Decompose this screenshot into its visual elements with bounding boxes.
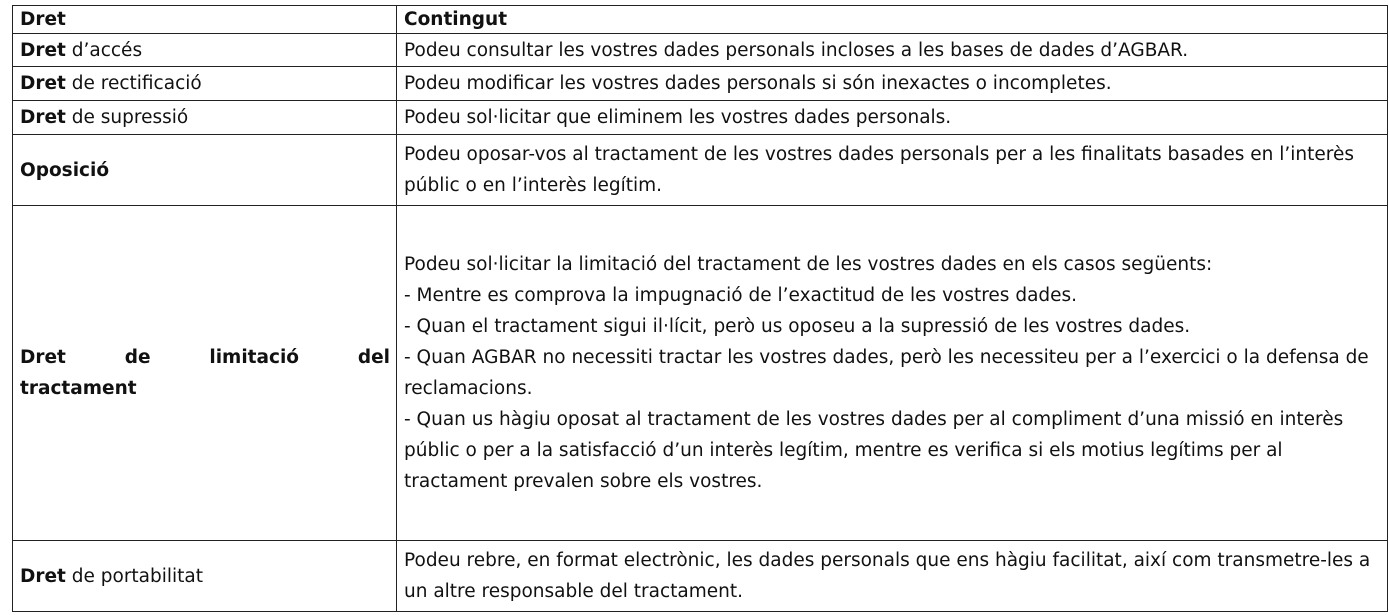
- table-row: [13, 67, 1388, 101]
- table-row: [13, 206, 1388, 541]
- rights-table: [12, 5, 1388, 612]
- right-content-line: Podeu oposar-vos al tractament de les vostres dades personals per a les finalitats basades en l’interès públic o en l’interès legítim.: [404, 144, 1354, 196]
- right-content-cell: [397, 541, 1388, 612]
- right-name-rest: d’accés: [65, 39, 143, 61]
- right-content-line: Podeu modificar les vostres dades personals si són inexactes o incompletes.: [404, 73, 1112, 94]
- right-name-cell: [13, 67, 397, 101]
- right-name-bold: Dret: [20, 565, 66, 587]
- right-name-bold-2: tractament: [20, 378, 137, 399]
- table-row: [13, 135, 1388, 206]
- right-content-line: - Quan us hàgiu oposat al tractament de les vostres dades per al compliment d’una missió en interès públic o per a la satisfacció d’un interès legítim, mentre es verifica si els motius legítims per al tractament prevalen sobre els vostres.: [404, 409, 1344, 492]
- table-row: [13, 541, 1388, 612]
- right-content-line: - Quan AGBAR no necessiti tractar les vostres dades, però les necessiteu per a l’exercici o la defensa de reclamacions.: [404, 347, 1369, 399]
- right-content-line: Podeu sol·licitar que eliminem les vostres dades personals.: [404, 107, 952, 128]
- right-name-bold: Dret de limitació del: [20, 347, 390, 368]
- right-name-bold: Dret: [20, 73, 66, 94]
- right-content-cell: [397, 135, 1388, 206]
- right-name-cell: [13, 34, 397, 67]
- right-content-line: Podeu rebre, en format electrònic, les dades personals que ens hàgiu facilitat, així com transmetre-les a un altre responsable del tractament.: [404, 550, 1371, 602]
- right-content-cell: [397, 34, 1388, 67]
- right-name-cell: [13, 135, 397, 206]
- right-name-cell: [13, 206, 397, 541]
- header-contingut: Contingut: [397, 6, 1388, 34]
- rights-table-container: [12, 5, 1388, 612]
- table-row: [13, 101, 1388, 135]
- right-content-cell: [397, 206, 1388, 541]
- right-name-rest: de portabilitat: [65, 565, 204, 587]
- right-name-bold: Dret: [20, 107, 66, 128]
- table-header-row: [13, 6, 1388, 34]
- header-dret: Dret: [13, 6, 397, 34]
- right-name-bold: Oposició: [20, 159, 110, 181]
- right-content-line: Podeu consultar les vostres dades personals incloses a les bases de dades d’AGBAR.: [404, 39, 1189, 61]
- right-name-bold: Dret: [20, 39, 66, 61]
- right-content-line: - Mentre es comprova la impugnació de l’exactitud de les vostres dades.: [404, 285, 1078, 306]
- right-name-rest: de rectificació: [65, 73, 202, 94]
- right-name-cell: [13, 101, 397, 135]
- right-content-cell: [397, 101, 1388, 135]
- right-content-cell: [397, 67, 1388, 101]
- table-row: [13, 34, 1388, 67]
- right-name-rest: de supressió: [65, 107, 189, 128]
- right-content-line: Podeu sol·licitar la limitació del tractament de les vostres dades en els casos següents:: [404, 254, 1213, 275]
- right-name-cell: [13, 541, 397, 612]
- right-content-line: - Quan el tractament sigui il·lícit, però us oposeu a la supressió de les vostres dades.: [404, 316, 1191, 337]
